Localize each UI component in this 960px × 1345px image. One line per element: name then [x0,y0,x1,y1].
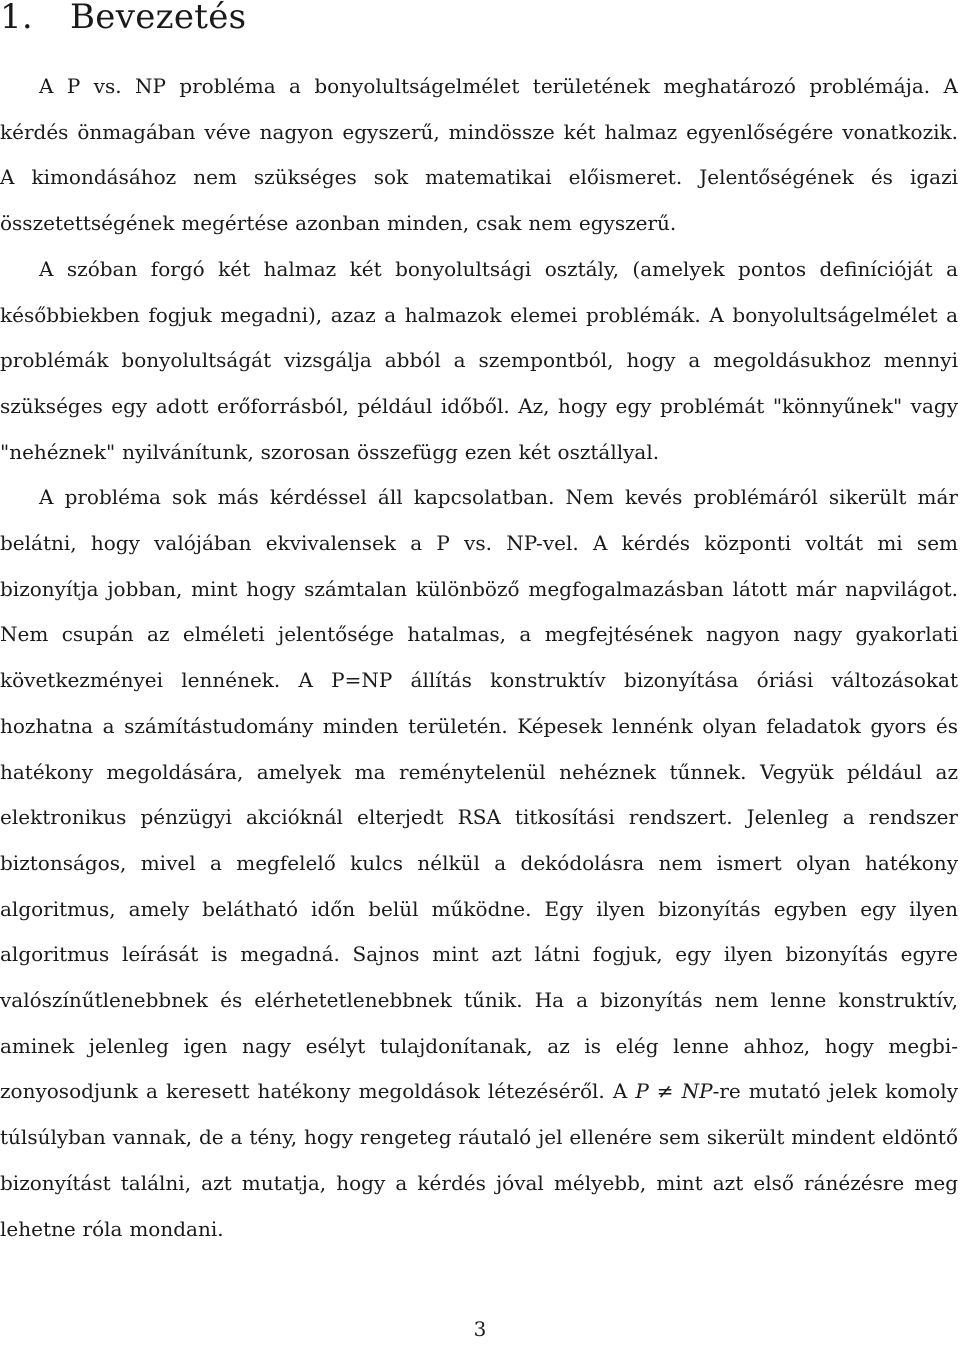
section-heading [0,0,246,40]
body-text [0,64,958,1252]
section-title: Bevezetés [70,0,247,37]
paragraph-3-text-before-math: A probléma sok más kérdéssel áll kapcsolatban. Nem kevés problémáról sikerült már belátni, hogy valójában ekvivalensek a P vs. NP-vel. A kérdés központi voltát mi sem bizonyítja jobban, mint hogy számtalan különböző megfogalmazásban látott már napvilágot. Nem csupán az elméleti jelentősége hatalmas, a megfejtésének nagyon nagy gyakorlati következményei lennének. A P=NP állítás konstruktív bizonyítása óriási változásokat hozhatna a számítástudomány minden területén. Képesek lennénk olyan feladatok gyors és hatékony megoldására, amelyek ma reménytelenül nehéznek tűnnek. Vegyük például az elektronikus pénzügyi akcióknál elterjedt RSA titkosítási rendszert. Jelenleg a rendszer biztonságos, mivel a megfelelő kulcs nélkül a dekódolásra nem ismert olyan hatékony algoritmus, amely belátható időn belül működne. Egy ilyen bizonyítás egyben egy ilyen algoritmus leírását is megadná. Sajnos mint azt látni fogjuk, egy ilyen bizonyítás egyre valószínűtlenebbnek és elérhetetlenebbnek tűnik. Ha a bizonyítás nem lenne konstruktív, aminek jelenleg igen nagy esélyt tulajdonítanak, az is elég lenne ahhoz, hogy megbizonyosodjunk a keresett hatékony megoldások létezéséről. A [0,485,958,1104]
paragraph-2: A szóban forgó két halmaz két bonyolultsági osztály, (amelyek pontos definícióját a későbbiekben fogjuk megadni), azaz a halmazok elemei problémák. A bonyolultságelmélet a problémák bonyolultságát vizsgálja abból a szempontból, hogy a megoldásukhoz mennyi szükséges egy adott erőforrásból, például időből. Az, hogy egy problémát "könnyűnek" vagy "nehéznek" nyilvánítunk, szorosan összefügg ezen két osztállyal. [0,256,958,464]
page-number: 3 [473,1317,487,1341]
math-expression: P ≠ NP [635,1079,713,1104]
paragraph-1: A P vs. NP probléma a bonyolultságelmélet területének meghatározó problémája. A kérdés önmagában véve nagyon egyszerű, mindössze két halmaz egyenlőségére vonatkozik. A kimondásához nem szükséges sok matematikai előismeret. Jelentőségének és igazi összetettségének megértése azonban minden, csak nem egyszerű. [0,74,958,236]
paragraph-3-text-after-math: -re mutató jelek komoly túlsúlyban vannak, de a tény, hogy rengeteg ráutaló jel ellenére sem sikerült mindent eldöntő bizonyítást találni, azt mutatja, hogy a kérdés jóval mélyebb, mint azt első ránézésre meg lehetne róla mondani. [0,1079,958,1241]
section-number: 1. [0,0,34,37]
paragraph-3 [0,475,958,1252]
